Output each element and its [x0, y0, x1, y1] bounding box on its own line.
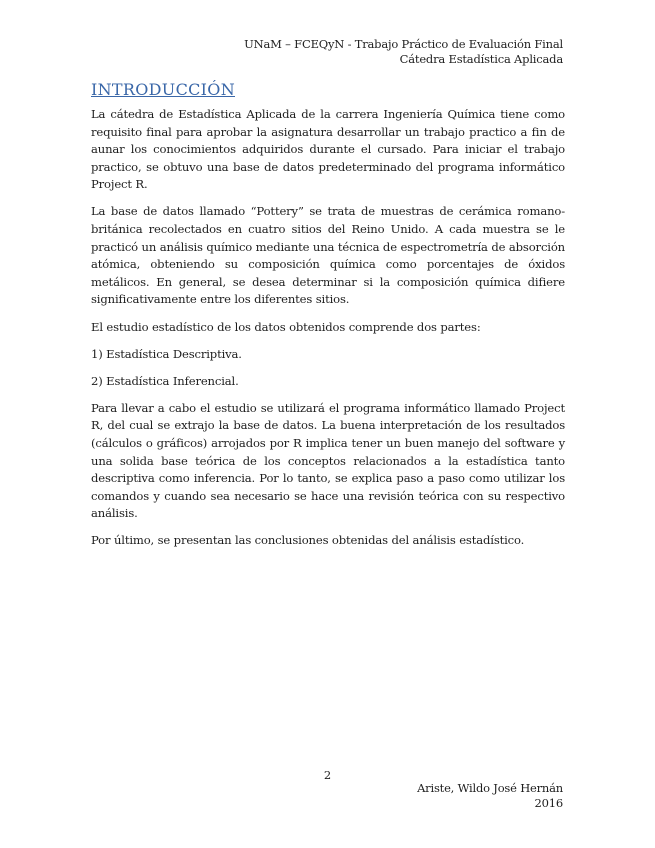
section-title: INTRODUCCIÓN	[91, 80, 235, 99]
body-content	[91, 106, 565, 560]
footer-year: 2016	[534, 795, 563, 810]
page-footer	[417, 781, 563, 810]
paragraph-conclusion: Por último, se presentan las conclusiones obtenidas del análisis estadístico.	[91, 533, 525, 548]
page-header	[244, 37, 563, 66]
footer-author: Ariste, Wildo José Hernán	[417, 781, 563, 795]
header-line-1: UNaM – FCEQyN - Trabajo Práctico de Evaluación Final	[244, 37, 563, 51]
paragraph-intro: La cátedra de Estadística Aplicada de la carrera Ingeniería Química tiene como requisito final para aprobar la asignatura desarrollar un trabajo practico a fin de aunar los conocimientos adquiridos durante el cursado. Para iniciar el trabajo practico, se obtuvo una base de datos predeterminado del programa informático Project R.	[91, 107, 565, 192]
paragraph-parts: El estudio estadístico de los datos obtenidos comprende dos partes:	[91, 319, 481, 334]
paragraph-dataset: La base de datos llamado “Pottery” se trata de muestras de cerámica romano-británica recolectados en cuatro sitios del Reino Unido. A cada muestra se le practicó un análisis químico mediante una técnica de espectrometría de absorción atómica, obteniendo su composición química como porcentajes de óxidos metálicos. En general, se desea determinar si la composición química difiere significativamente entre los diferentes sitios.	[91, 204, 565, 307]
list-item: 1) Estadística Descriptiva.	[91, 346, 242, 361]
header-line-2: Cátedra Estadística Aplicada	[399, 51, 563, 66]
paragraph-method: Para llevar a cabo el estudio se utilizará el programa informático llamado Project R, del cual se extrajo la base de datos. La buena interpretación de los resultados (cálculos o gráficos) arrojados por R implica tener un buen manejo del software y una solida base teórica de los conceptos relacionados a la estadística tanto descriptiva como inferencia. Por lo tanto, se explica paso a paso como utilizar los comandos y cuando sea necesario se hace una revisión teórica con su respectivo análisis.	[91, 400, 565, 521]
page-number: 2	[323, 768, 332, 782]
list-item: 2) Estadística Inferencial.	[91, 373, 239, 388]
